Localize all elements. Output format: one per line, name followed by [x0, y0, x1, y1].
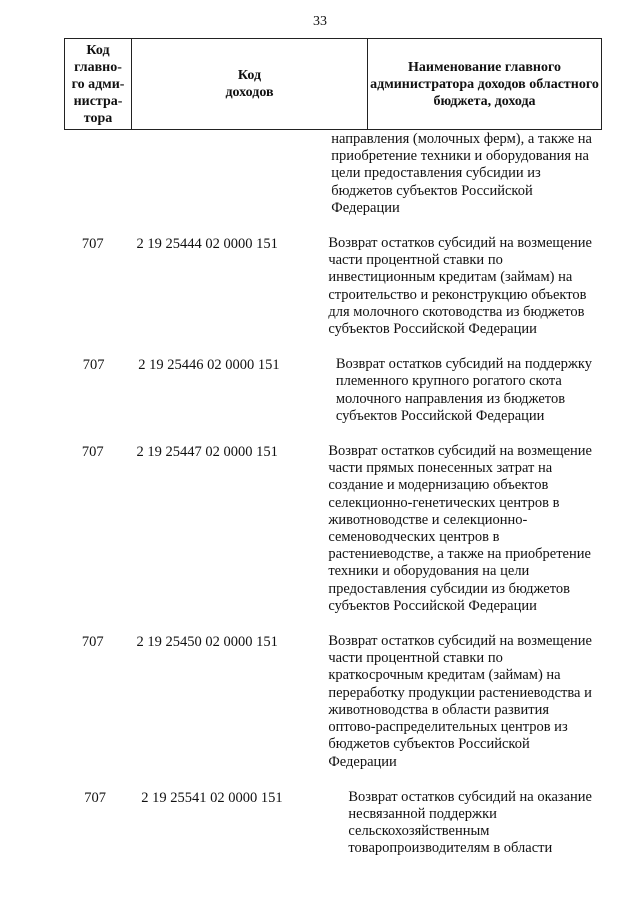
table-body — [64, 131, 602, 858]
income-name-cell — [326, 633, 602, 771]
income-code-cell: 2 19 25447 02 0000 151 — [136, 444, 278, 461]
table-row — [64, 131, 602, 217]
income-code-cell: 2 19 25450 02 0000 151 — [136, 634, 278, 651]
admin-code-cell: 707 — [81, 236, 104, 253]
income-name-line: направления (молочных ферм), а также на — [331, 131, 592, 147]
table-row — [64, 356, 602, 425]
income-name-line: приобретение техники и оборудования на — [331, 148, 589, 165]
table-row — [64, 443, 602, 615]
header-admin-line: главно- — [74, 59, 122, 75]
income-name-line: животноводстве и селекционно- — [328, 511, 528, 528]
income-name-line: сельскохозяйственным — [348, 823, 490, 840]
header-income-code — [132, 39, 368, 129]
income-name-line: создание и модернизацию объектов — [328, 477, 549, 494]
table-row — [64, 633, 602, 771]
header-name — [368, 39, 601, 129]
income-name-line: оптово-распределительных центров из — [328, 719, 568, 736]
table-header — [64, 38, 602, 130]
income-name-line: племенного крупного рогатого скота — [335, 373, 562, 390]
admin-code-cell: 707 — [82, 357, 105, 374]
income-name-line: несвязанной поддержки — [348, 805, 497, 822]
income-name-line: переработку продукции растениеводства и — [328, 684, 592, 701]
header-admin-code — [65, 39, 132, 129]
income-code-cell: 2 19 25541 02 0000 151 — [141, 789, 283, 806]
income-name-line: Возврат остатков субсидий на возмещение — [328, 443, 592, 460]
header-name-line: Наименование главного — [408, 59, 561, 75]
header-name-line: бюджета, дохода — [433, 93, 536, 109]
admin-code-cell: 707 — [81, 634, 104, 651]
header-code-line: доходов — [225, 85, 274, 100]
income-name-line: селекционно-генетических центров в — [328, 494, 560, 511]
income-name-line: бюджетов субъектов Российской — [328, 736, 530, 753]
income-name-cell — [326, 443, 602, 615]
income-name-cell — [346, 789, 602, 858]
income-name-cell — [323, 131, 602, 217]
admin-code-cell: 707 — [81, 444, 104, 461]
income-name-line: семеноводческих центров в — [328, 529, 500, 546]
income-name-line: субъектов Российской Федерации — [328, 321, 537, 338]
income-name-line: краткосрочным кредитам (займам) на — [328, 667, 561, 684]
income-name-line: части прямых понесенных затрат на — [328, 460, 553, 477]
income-code-cell: 2 19 25446 02 0000 151 — [138, 357, 280, 374]
income-name-line: Возврат остатков субсидий на возмещение — [328, 235, 592, 252]
income-name-line: Возврат остатков субсидий на оказание — [348, 788, 592, 805]
income-name-line: товаропроизводителям в области — [348, 840, 553, 857]
header-name-line: администратора доходов областного — [370, 76, 599, 92]
income-name-line: предоставления субсидии из бюджетов — [328, 580, 570, 597]
header-admin-line: тора — [83, 110, 113, 126]
table-row — [64, 235, 602, 338]
income-name-line: строительство и реконструкцию объектов — [328, 286, 587, 303]
income-name-line: Федерации — [331, 199, 400, 216]
income-name-line: субъектов Российской Федерации — [335, 407, 545, 424]
page-number: 33 — [313, 14, 327, 29]
income-name-line: бюджетов субъектов Российской — [331, 182, 533, 199]
admin-code-cell — [64, 131, 121, 217]
income-name-line: инвестиционным кредитам (займам) на — [328, 269, 573, 286]
income-name-line: для молочного скотоводства из бюджетов — [328, 303, 585, 320]
header-admin-line: Код — [86, 42, 110, 58]
income-name-line: Возврат остатков субсидий на возмещение — [328, 633, 592, 650]
income-name-line: растениеводстве, а также на приобретение — [328, 546, 591, 563]
income-code-cell — [121, 131, 323, 217]
income-name-line: цели предоставления субсидии из — [331, 165, 541, 182]
table-row — [64, 789, 602, 858]
header-admin-line: го адми- — [71, 76, 125, 92]
income-name-line: Федерации — [328, 753, 397, 770]
income-name-line: животноводства в области развития — [328, 701, 550, 718]
income-name-line: техники и оборудования на цели — [328, 563, 530, 580]
income-code-cell: 2 19 25444 02 0000 151 — [136, 236, 278, 253]
admin-code-cell: 707 — [84, 789, 106, 806]
income-name-line: части процентной ставки по — [328, 252, 503, 269]
income-name-line: Возврат остатков субсидий на поддержку — [335, 356, 592, 373]
income-name-cell — [334, 356, 602, 425]
income-name-line: молочного направления из бюджетов — [335, 390, 566, 407]
header-code-line: Код — [237, 68, 262, 83]
income-name-cell — [326, 235, 602, 338]
income-name-line: части процентной ставки по — [328, 650, 503, 667]
income-name-line: субъектов Российской Федерации — [328, 597, 537, 614]
header-admin-line: нистра- — [73, 93, 123, 109]
